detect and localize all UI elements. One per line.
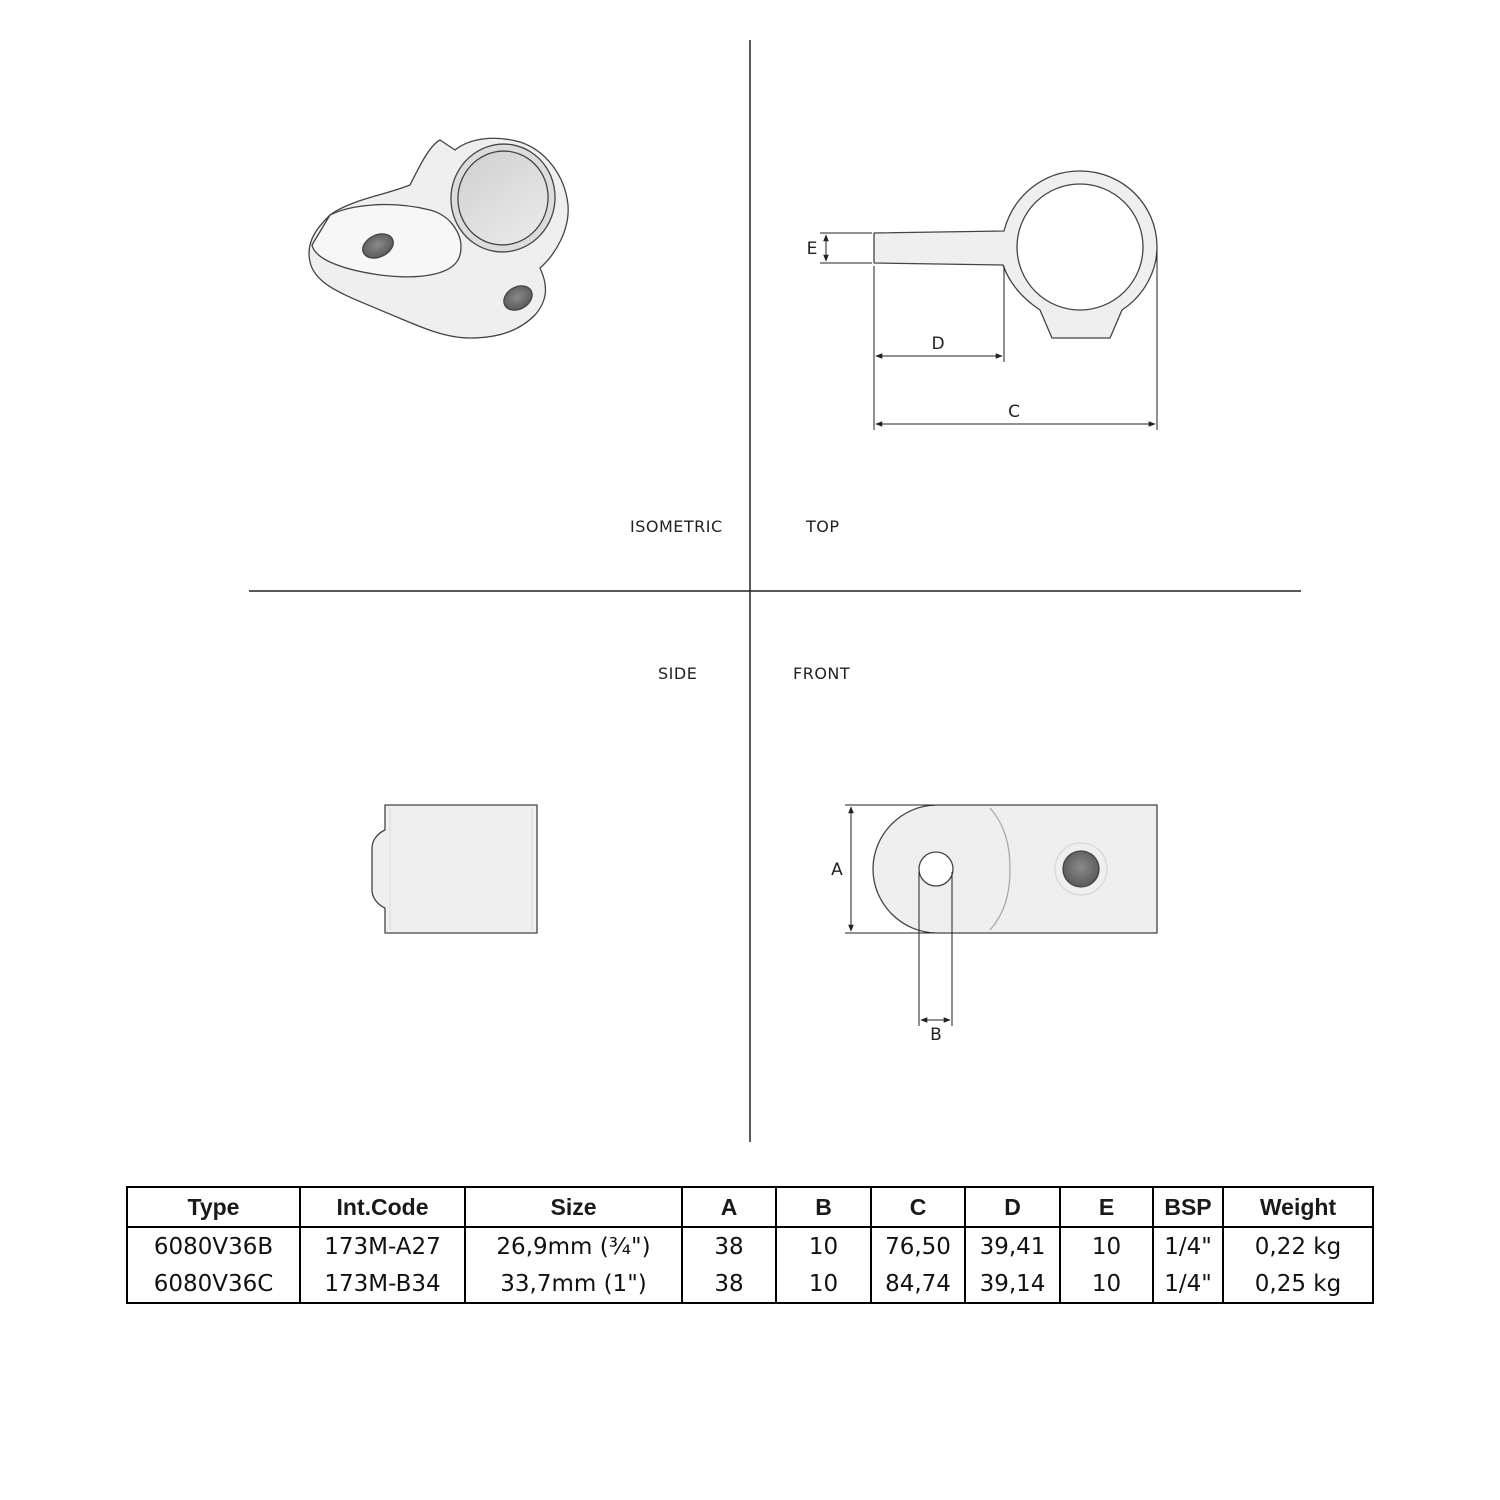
cell-a: 38 (682, 1265, 776, 1303)
table-row (127, 1227, 1373, 1265)
header-size: Size (465, 1187, 682, 1227)
front-view-mount-hole (919, 852, 953, 886)
header-bsp: BSP (1153, 1187, 1223, 1227)
cell-type: 6080V36B (127, 1227, 300, 1265)
top-view-part (874, 171, 1157, 338)
header-type: Type (127, 1187, 300, 1227)
table-row (127, 1265, 1373, 1303)
dimension-b-label: B (930, 1025, 942, 1045)
cell-d: 39,41 (965, 1227, 1060, 1265)
view-label-isometric: ISOMETRIC (630, 517, 723, 536)
header-int-code: Int.Code (300, 1187, 465, 1227)
cell-e: 10 (1060, 1227, 1153, 1265)
view-label-top: TOP (806, 517, 840, 536)
specification-table (126, 1186, 1374, 1304)
cell-bsp: 1/4" (1153, 1227, 1223, 1265)
cell-size: 26,9mm (¾") (465, 1227, 682, 1265)
view-label-side: SIDE (658, 664, 698, 683)
cell-weight: 0,25 kg (1223, 1265, 1373, 1303)
view-label-front: FRONT (793, 664, 851, 683)
table-header-row (127, 1187, 1373, 1227)
cell-size: 33,7mm (1") (465, 1265, 682, 1303)
top-view-bore (1017, 184, 1143, 310)
cell-bsp: 1/4" (1153, 1265, 1223, 1303)
cell-b: 10 (776, 1227, 871, 1265)
cell-weight: 0,22 kg (1223, 1227, 1373, 1265)
cell-type: 6080V36C (127, 1265, 300, 1303)
cell-int-code: 173M-A27 (300, 1227, 465, 1265)
dimension-e-label: E (806, 239, 818, 259)
header-d: D (965, 1187, 1060, 1227)
cell-d: 39,14 (965, 1265, 1060, 1303)
header-b: B (776, 1187, 871, 1227)
header-weight: Weight (1223, 1187, 1373, 1227)
isometric-part (309, 136, 568, 338)
cell-c: 84,74 (871, 1265, 965, 1303)
dimension-d-label: D (931, 334, 945, 354)
header-a: A (682, 1187, 776, 1227)
header-e: E (1060, 1187, 1153, 1227)
side-view-part (372, 805, 537, 933)
front-view-part (873, 805, 1157, 933)
dimension-c-label: C (1008, 402, 1020, 422)
cell-c: 76,50 (871, 1227, 965, 1265)
header-c: C (871, 1187, 965, 1227)
front-view-set-screw-hole (1063, 851, 1099, 887)
cell-a: 38 (682, 1227, 776, 1265)
cell-int-code: 173M-B34 (300, 1265, 465, 1303)
cell-b: 10 (776, 1265, 871, 1303)
dimension-a-label: A (831, 860, 843, 880)
cell-e: 10 (1060, 1265, 1153, 1303)
